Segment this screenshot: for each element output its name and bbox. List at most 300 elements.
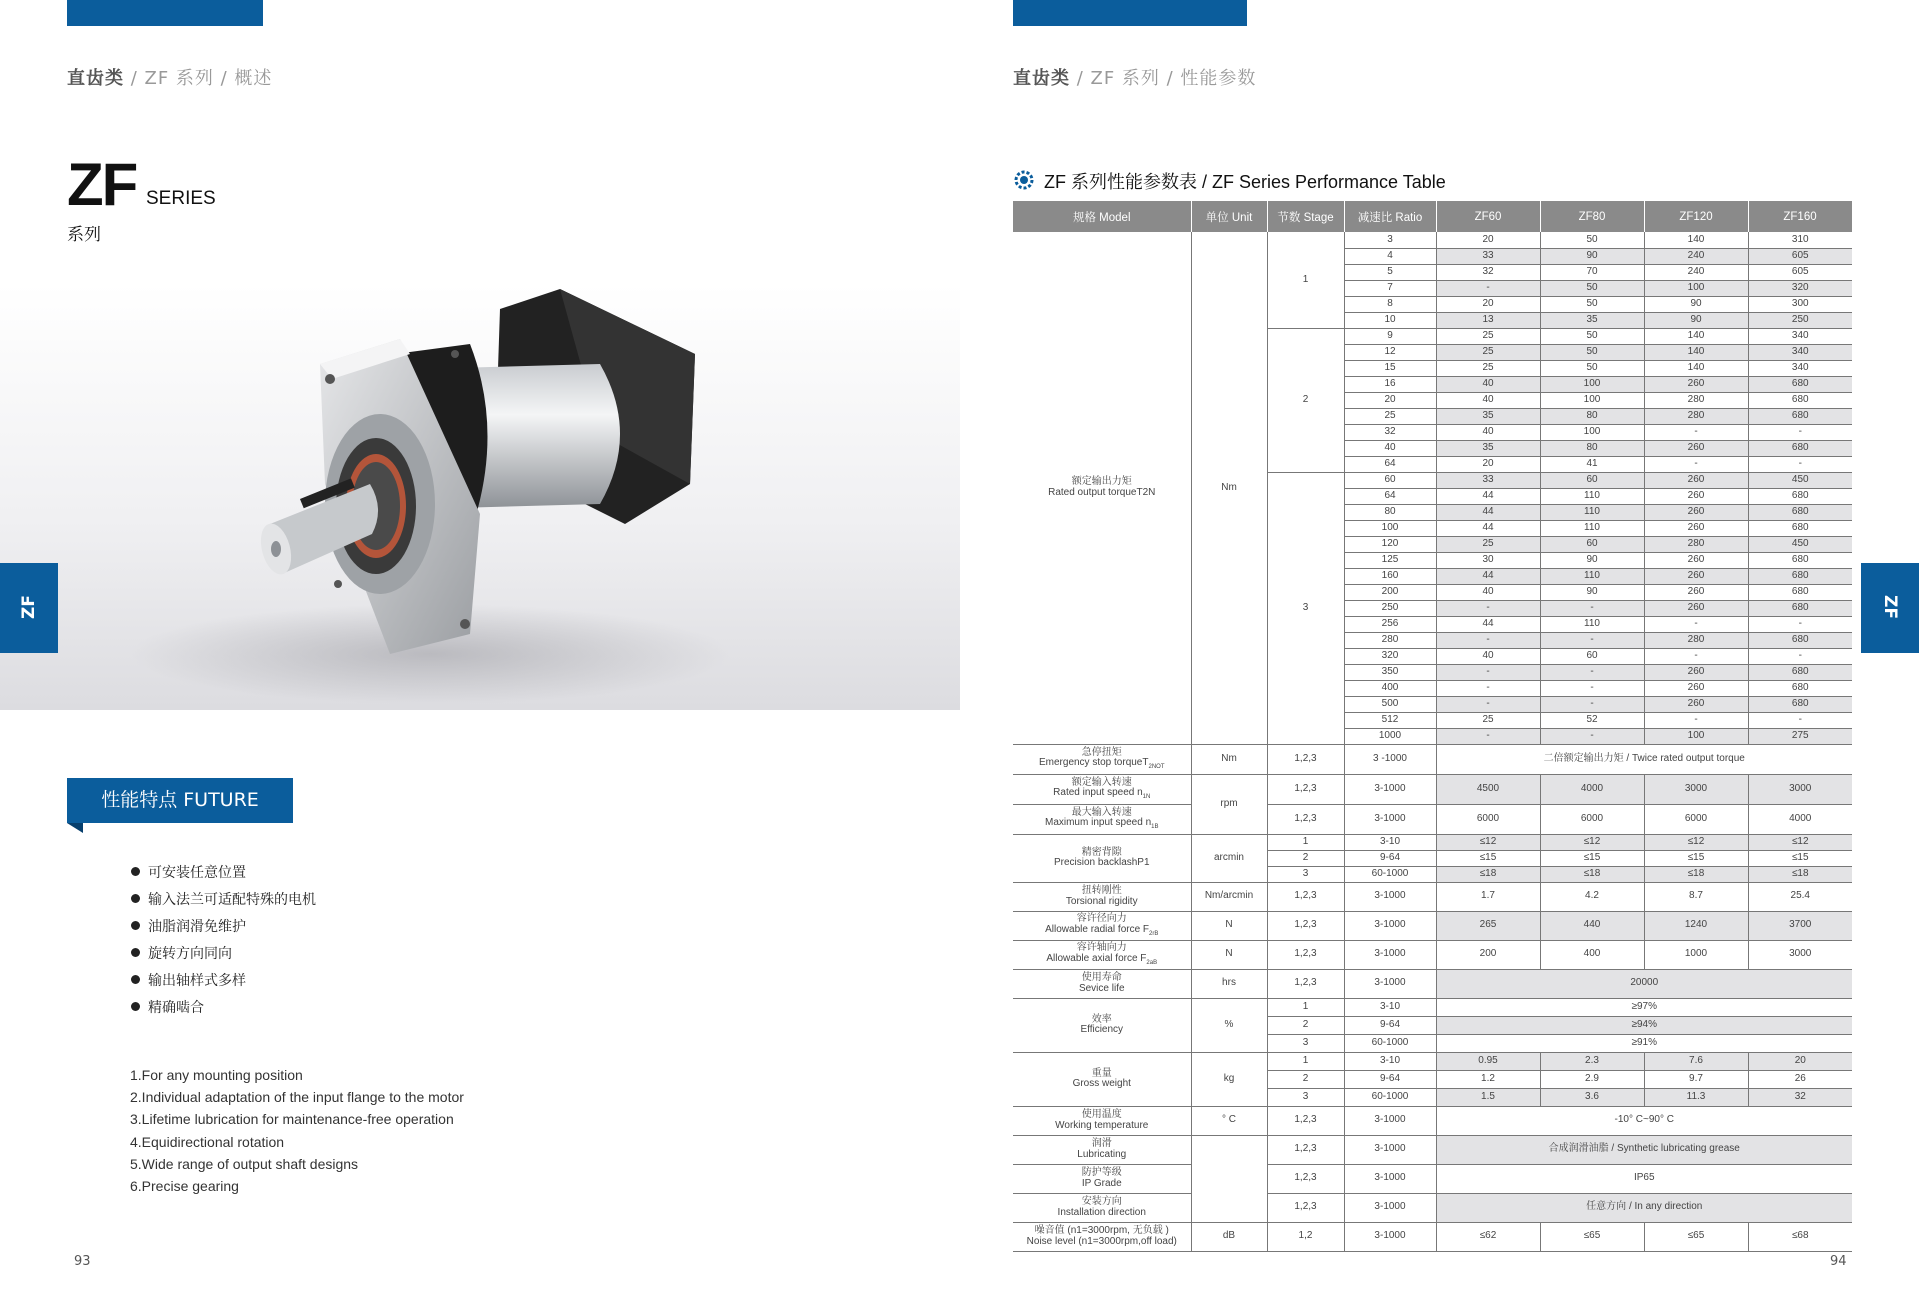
table-cell: - <box>1748 648 1852 664</box>
unit-cell <box>1191 1135 1267 1222</box>
stage-cell: 2 <box>1267 1070 1344 1088</box>
stage-cell: 1,2,3 <box>1267 1193 1344 1222</box>
table-cell: 260 <box>1644 600 1748 616</box>
table-cell: 二倍额定输出力矩 / Twice rated output torque <box>1436 744 1852 774</box>
table-cell: 20 <box>1436 232 1540 248</box>
table-row <box>1013 1193 1852 1222</box>
table-row <box>1013 1052 1852 1070</box>
table-cell: 35 <box>1540 312 1644 328</box>
table-cell: 680 <box>1748 584 1852 600</box>
table-row <box>1013 1106 1852 1135</box>
table-cell: 1000 <box>1644 940 1748 969</box>
table-row <box>1013 804 1852 834</box>
table-cell: 30 <box>1436 552 1540 568</box>
row-label: 防护等级 IP Grade <box>1013 1164 1191 1193</box>
table-cell: 10 <box>1344 312 1436 328</box>
table-cell: 3-1000 <box>1344 911 1436 940</box>
table-cell: 110 <box>1540 488 1644 504</box>
table-cell: 50 <box>1540 360 1644 376</box>
table-cell: 9-64 <box>1344 1016 1436 1034</box>
table-title: ZF 系列性能参数表 / ZF Series Performance Table <box>1044 172 1446 192</box>
stage-cell: 1,2,3 <box>1267 1106 1344 1135</box>
stage-cell: 1,2,3 <box>1267 1164 1344 1193</box>
table-cell: 440 <box>1540 911 1644 940</box>
right-side-tab: ZF <box>1861 563 1919 653</box>
table-cell: 40 <box>1344 440 1436 456</box>
table-cell: 26 <box>1748 1070 1852 1088</box>
unit-cell: arcmin <box>1191 834 1267 882</box>
table-cell: ≤62 <box>1436 1222 1540 1251</box>
table-cell: - <box>1436 632 1540 648</box>
table-cell: 80 <box>1344 504 1436 520</box>
table-cell: 320 <box>1344 648 1436 664</box>
table-cell: 250 <box>1344 600 1436 616</box>
series-label: SERIES <box>146 188 216 209</box>
unit-cell: N <box>1191 940 1267 969</box>
table-cell: ≤15 <box>1748 850 1852 866</box>
table-cell: 3-10 <box>1344 1052 1436 1070</box>
table-cell: 3-1000 <box>1344 1222 1436 1251</box>
table-row <box>1013 834 1852 850</box>
table-cell: 680 <box>1748 520 1852 536</box>
left-breadcrumb: 直齿类 / ZF 系列 / 概述 <box>67 68 273 89</box>
table-cell: 16 <box>1344 376 1436 392</box>
table-cell: 680 <box>1748 568 1852 584</box>
table-cell: 32 <box>1436 264 1540 280</box>
table-cell: 25 <box>1436 360 1540 376</box>
table-cell: 60 <box>1540 472 1644 488</box>
table-cell: 605 <box>1748 248 1852 264</box>
table-cell: 110 <box>1540 568 1644 584</box>
table-cell: 680 <box>1748 392 1852 408</box>
left-page-number: 93 <box>74 1254 91 1269</box>
right-breadcrumb: 直齿类 / ZF 系列 / 性能参数 <box>1013 68 1257 89</box>
table-cell: 3000 <box>1644 774 1748 804</box>
table-cell: 64 <box>1344 456 1436 472</box>
table-cell: 32 <box>1748 1088 1852 1106</box>
table-cell: - <box>1540 632 1644 648</box>
table-cell: 260 <box>1644 696 1748 712</box>
column-header: ZF160 <box>1748 201 1852 232</box>
table-cell: 160 <box>1344 568 1436 584</box>
table-cell: 280 <box>1644 632 1748 648</box>
table-cell: - <box>1436 664 1540 680</box>
table-cell: - <box>1644 456 1748 472</box>
table-cell: 7 <box>1344 280 1436 296</box>
table-cell: 256 <box>1344 616 1436 632</box>
table-cell: 9-64 <box>1344 850 1436 866</box>
table-cell: 60-1000 <box>1344 1034 1436 1052</box>
table-cell: 240 <box>1644 264 1748 280</box>
table-cell: 33 <box>1436 472 1540 488</box>
table-cell: ≤18 <box>1436 866 1540 882</box>
table-cell: 140 <box>1644 232 1748 248</box>
stage-cell: 1,2,3 <box>1267 744 1344 774</box>
table-cell: - <box>1748 616 1852 632</box>
features-cn-list <box>131 860 316 1022</box>
table-row <box>1013 744 1852 774</box>
table-cell: 3-1000 <box>1344 1193 1436 1222</box>
table-cell: 250 <box>1748 312 1852 328</box>
table-cell: 3-1000 <box>1344 969 1436 998</box>
list-item: 精确啮合 <box>131 995 316 1022</box>
table-cell: 280 <box>1344 632 1436 648</box>
table-cell: 11.3 <box>1644 1088 1748 1106</box>
table-cell: 680 <box>1748 552 1852 568</box>
table-cell: 265 <box>1436 911 1540 940</box>
table-cell: 200 <box>1436 940 1540 969</box>
table-cell: - <box>1436 680 1540 696</box>
table-cell: 20 <box>1436 296 1540 312</box>
table-cell: 125 <box>1344 552 1436 568</box>
table-cell: 3700 <box>1748 911 1852 940</box>
table-cell: 90 <box>1540 584 1644 600</box>
table-cell: 20 <box>1344 392 1436 408</box>
row-label: 使用温度 Working temperature <box>1013 1106 1191 1135</box>
table-cell: 2.9 <box>1540 1070 1644 1088</box>
left-side-tab: ZF <box>0 563 58 653</box>
table-cell: 90 <box>1644 312 1748 328</box>
table-cell: 100 <box>1644 728 1748 744</box>
column-header: 节数 Stage <box>1267 201 1344 232</box>
table-cell: 260 <box>1644 440 1748 456</box>
table-cell: 400 <box>1344 680 1436 696</box>
table-cell: 280 <box>1644 408 1748 424</box>
table-cell: 1.5 <box>1436 1088 1540 1106</box>
table-cell: ≤12 <box>1748 834 1852 850</box>
table-cell: 20 <box>1748 1052 1852 1070</box>
table-cell: 680 <box>1748 440 1852 456</box>
stage-cell: 2 <box>1267 850 1344 866</box>
table-cell: 35 <box>1436 408 1540 424</box>
table-cell: 680 <box>1748 696 1852 712</box>
table-cell: 40 <box>1436 376 1540 392</box>
table-cell: - <box>1644 712 1748 728</box>
table-cell: 3 <box>1344 232 1436 248</box>
table-cell: 3-1000 <box>1344 940 1436 969</box>
table-cell: - <box>1540 728 1644 744</box>
table-cell: ≤15 <box>1540 850 1644 866</box>
table-cell: ≤65 <box>1644 1222 1748 1251</box>
table-cell: 4 <box>1344 248 1436 264</box>
table-cell: 4500 <box>1436 774 1540 804</box>
stage-cell: 3 <box>1267 866 1344 882</box>
stage-cell: 1,2,3 <box>1267 774 1344 804</box>
list-item: 4.Equidirectional rotation <box>130 1133 285 1150</box>
table-cell: 140 <box>1644 344 1748 360</box>
table-row <box>1013 882 1852 911</box>
unit-cell: hrs <box>1191 969 1267 998</box>
stage-cell: 3 <box>1267 472 1344 744</box>
table-row <box>1013 1164 1852 1193</box>
row-label: 扭转刚性 Torsional rigidity <box>1013 882 1191 911</box>
table-cell: 680 <box>1748 600 1852 616</box>
list-item: 5.Wide range of output shaft designs <box>130 1155 359 1172</box>
table-cell: 44 <box>1436 504 1540 520</box>
row-label: 使用寿命 Sevice life <box>1013 969 1191 998</box>
table-cell: 60-1000 <box>1344 866 1436 882</box>
table-cell: 275 <box>1748 728 1852 744</box>
table-cell: - <box>1748 456 1852 472</box>
table-cell: 任意方向 / In any direction <box>1436 1193 1852 1222</box>
row-label: 最大输入转速 Maximum input speed $n_{1B}$ <box>1013 804 1191 834</box>
table-cell: 140 <box>1644 328 1748 344</box>
row-label: 精密背隙 Precision backlashP1 <box>1013 834 1191 882</box>
table-cell: ≤18 <box>1540 866 1644 882</box>
table-cell: ≤68 <box>1748 1222 1852 1251</box>
table-cell: 2.3 <box>1540 1052 1644 1070</box>
table-cell: ≥91% <box>1436 1034 1852 1052</box>
table-cell: - <box>1540 600 1644 616</box>
table-cell: 310 <box>1748 232 1852 248</box>
table-cell: 680 <box>1748 408 1852 424</box>
table-cell: 80 <box>1540 408 1644 424</box>
unit-cell: Nm/arcmin <box>1191 882 1267 911</box>
table-row <box>1013 911 1852 940</box>
list-item: 可安装任意位置 <box>131 860 316 887</box>
column-header: ZF80 <box>1540 201 1644 232</box>
table-cell: - <box>1436 600 1540 616</box>
stage-cell: 3 <box>1267 1034 1344 1052</box>
table-cell: 6000 <box>1436 804 1540 834</box>
table-cell: 512 <box>1344 712 1436 728</box>
row-label: 容许轴向力 Allowable axial force $F_{2aB}$ <box>1013 940 1191 969</box>
unit-cell: ° C <box>1191 1106 1267 1135</box>
table-cell: ≤12 <box>1540 834 1644 850</box>
table-cell: - <box>1540 680 1644 696</box>
table-cell: - <box>1748 424 1852 440</box>
table-row <box>1013 940 1852 969</box>
table-cell: 7.6 <box>1644 1052 1748 1070</box>
list-item: 输出轴样式多样 <box>131 968 316 995</box>
table-cell: 260 <box>1644 520 1748 536</box>
table-cell: 44 <box>1436 520 1540 536</box>
table-header-row <box>1013 201 1852 232</box>
table-cell: 80 <box>1540 440 1644 456</box>
table-cell: 40 <box>1436 648 1540 664</box>
table-cell: 3-10 <box>1344 834 1436 850</box>
table-cell: - <box>1540 664 1644 680</box>
list-item: 1.For any mounting position <box>130 1067 303 1083</box>
unit-cell: % <box>1191 998 1267 1052</box>
table-cell: 40 <box>1436 584 1540 600</box>
table-cell: 5 <box>1344 264 1436 280</box>
stage-cell: 2 <box>1267 1016 1344 1034</box>
table-cell: 260 <box>1644 664 1748 680</box>
table-cell: 350 <box>1344 664 1436 680</box>
table-cell: ≤12 <box>1436 834 1540 850</box>
table-cell: 12 <box>1344 344 1436 360</box>
table-cell: 60 <box>1540 648 1644 664</box>
table-cell: 52 <box>1540 712 1644 728</box>
table-cell: 50 <box>1540 296 1644 312</box>
row-label: 润滑 Lubricating <box>1013 1135 1191 1164</box>
table-cell: - <box>1436 280 1540 296</box>
table-cell: - <box>1644 648 1748 664</box>
table-cell: -10° C~90° C <box>1436 1106 1852 1135</box>
table-cell: 500 <box>1344 696 1436 712</box>
table-cell: 25 <box>1344 408 1436 424</box>
table-cell: 340 <box>1748 360 1852 376</box>
stage-cell: 1 <box>1267 232 1344 328</box>
right-top-bar <box>1013 0 1247 26</box>
table-cell: ≤65 <box>1540 1222 1644 1251</box>
features-tab: 性能特点 FUTURE <box>67 778 293 823</box>
table-cell: 13 <box>1436 312 1540 328</box>
table-row <box>1013 969 1852 998</box>
table-cell: 6000 <box>1540 804 1644 834</box>
table-cell: 680 <box>1748 664 1852 680</box>
table-cell: ≤18 <box>1644 866 1748 882</box>
table-cell: 320 <box>1748 280 1852 296</box>
table-cell: 3-1000 <box>1344 1164 1436 1193</box>
table-cell: 3.6 <box>1540 1088 1644 1106</box>
table-cell: 4000 <box>1748 804 1852 834</box>
stage-cell: 3 <box>1267 1088 1344 1106</box>
table-cell: 260 <box>1644 504 1748 520</box>
table-cell: 3-1000 <box>1344 1135 1436 1164</box>
table-cell: 1.7 <box>1436 882 1540 911</box>
stage-cell: 1,2,3 <box>1267 1135 1344 1164</box>
performance-table <box>1013 201 1853 1252</box>
row-label: 噪音值 (n1=3000rpm, 无负载 ) Noise level (n1=3000rpm,off load) <box>1013 1222 1191 1251</box>
table-cell: 44 <box>1436 568 1540 584</box>
table-cell: 110 <box>1540 504 1644 520</box>
row-label: 容许径向力 Allowable radial force $F_{2rB}$ <box>1013 911 1191 940</box>
table-cell: 64 <box>1344 488 1436 504</box>
table-cell: 9-64 <box>1344 1070 1436 1088</box>
column-header: 规格 Model <box>1013 201 1191 232</box>
left-top-bar <box>67 0 263 26</box>
unit-cell: kg <box>1191 1052 1267 1106</box>
gearbox-image <box>0 284 960 710</box>
table-cell: 110 <box>1540 616 1644 632</box>
table-cell: 3000 <box>1748 940 1852 969</box>
row-label: 急停扭矩 Emergency stop torqueT$_{2NOT}$ <box>1013 744 1191 774</box>
table-cell: 70 <box>1540 264 1644 280</box>
table-cell: 605 <box>1748 264 1852 280</box>
row-label: 额定输出力矩 Rated output torqueT2N <box>1013 232 1191 744</box>
table-cell: 3 -1000 <box>1344 744 1436 774</box>
table-cell: ≤15 <box>1644 850 1748 866</box>
table-cell: 100 <box>1540 392 1644 408</box>
table-cell: 8.7 <box>1644 882 1748 911</box>
table-cell: ≤15 <box>1436 850 1540 866</box>
row-label: 安装方向 Installation direction <box>1013 1193 1191 1222</box>
row-label: 重量 Gross weight <box>1013 1052 1191 1106</box>
table-cell: - <box>1644 616 1748 632</box>
table-cell: 25 <box>1436 712 1540 728</box>
table-cell: 50 <box>1540 232 1644 248</box>
table-cell: 3-1000 <box>1344 804 1436 834</box>
table-cell: 25 <box>1436 536 1540 552</box>
table-cell: 20 <box>1436 456 1540 472</box>
table-cell: 25.4 <box>1748 882 1852 911</box>
column-header: ZF120 <box>1644 201 1748 232</box>
table-cell: 合成润滑油脂 / Synthetic lubricating grease <box>1436 1135 1852 1164</box>
features-en-list <box>130 1064 464 1197</box>
table-cell: IP65 <box>1436 1164 1852 1193</box>
unit-cell: dB <box>1191 1222 1267 1251</box>
table-cell: 0.95 <box>1436 1052 1540 1070</box>
stage-cell: 1 <box>1267 1052 1344 1070</box>
table-cell: - <box>1436 728 1540 744</box>
stage-cell: 1,2,3 <box>1267 804 1344 834</box>
table-cell: 4000 <box>1540 774 1644 804</box>
table-cell: - <box>1748 712 1852 728</box>
table-cell: 6000 <box>1644 804 1748 834</box>
table-cell: 9.7 <box>1644 1070 1748 1088</box>
table-cell: 100 <box>1344 520 1436 536</box>
table-cell: 25 <box>1436 328 1540 344</box>
table-cell: 100 <box>1540 376 1644 392</box>
table-cell: 260 <box>1644 376 1748 392</box>
table-cell: 680 <box>1748 376 1852 392</box>
table-row <box>1013 1222 1852 1251</box>
stage-cell: 1,2,3 <box>1267 969 1344 998</box>
unit-cell: Nm <box>1191 744 1267 774</box>
table-cell: 450 <box>1748 472 1852 488</box>
table-cell: ≥94% <box>1436 1016 1852 1034</box>
table-row <box>1013 774 1852 804</box>
table-cell: 33 <box>1436 248 1540 264</box>
table-cell: 3-1000 <box>1344 1106 1436 1135</box>
table-cell: 340 <box>1748 344 1852 360</box>
table-cell: 280 <box>1644 392 1748 408</box>
page-title: ZF <box>67 151 137 218</box>
table-row <box>1013 232 1852 248</box>
table-cell: - <box>1540 696 1644 712</box>
table-cell: 60-1000 <box>1344 1088 1436 1106</box>
table-cell: 9 <box>1344 328 1436 344</box>
table-cell: 450 <box>1748 536 1852 552</box>
table-row <box>1013 1135 1852 1164</box>
table-cell: 8 <box>1344 296 1436 312</box>
table-cell: ≤18 <box>1748 866 1852 882</box>
list-item: 旋转方向同向 <box>131 941 316 968</box>
unit-cell: rpm <box>1191 774 1267 834</box>
table-cell: 400 <box>1540 940 1644 969</box>
table-cell: 25 <box>1436 344 1540 360</box>
product-photo <box>0 284 960 710</box>
table-cell: 50 <box>1540 344 1644 360</box>
table-cell: 32 <box>1344 424 1436 440</box>
list-item: 3.Lifetime lubrication for maintenance-free operation <box>130 1111 454 1128</box>
stage-cell: 1 <box>1267 834 1344 850</box>
table-cell: 300 <box>1748 296 1852 312</box>
table-cell: 120 <box>1344 536 1436 552</box>
table-cell: 260 <box>1644 488 1748 504</box>
table-cell: 60 <box>1540 536 1644 552</box>
stage-cell: 2 <box>1267 328 1344 472</box>
table-cell: 260 <box>1644 584 1748 600</box>
table-cell: 680 <box>1748 680 1852 696</box>
row-label: 效率 Efficiency <box>1013 998 1191 1052</box>
unit-cell: N <box>1191 911 1267 940</box>
list-item: 输入法兰可适配特殊的电机 <box>131 887 316 914</box>
table-cell: 240 <box>1644 248 1748 264</box>
table-cell: 3-1000 <box>1344 774 1436 804</box>
table-cell: 100 <box>1644 280 1748 296</box>
table-row <box>1013 998 1852 1016</box>
table-cell: ≥97% <box>1436 998 1852 1016</box>
stage-cell: 1 <box>1267 998 1344 1016</box>
table-cell: 90 <box>1540 552 1644 568</box>
table-cell: 260 <box>1644 568 1748 584</box>
table-cell: 1240 <box>1644 911 1748 940</box>
table-cell: 50 <box>1540 280 1644 296</box>
list-item: 油脂润滑免维护 <box>131 914 316 941</box>
